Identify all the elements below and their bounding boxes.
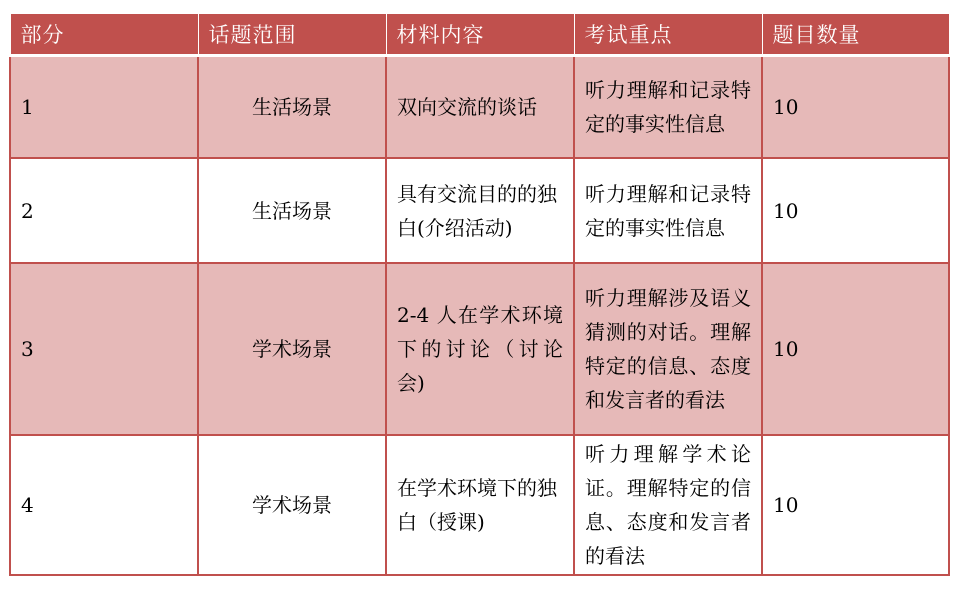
cell-topic: 学术场景 — [198, 435, 386, 575]
cell-count: 10 — [762, 435, 949, 575]
header-count: 题目数量 — [762, 14, 949, 56]
cell-material: 2-4 人在学术环境下的讨论（讨论会) — [386, 263, 574, 435]
cell-count: 10 — [762, 56, 949, 159]
cell-material: 双向交流的谈话 — [386, 56, 574, 159]
cell-part: 2 — [10, 158, 198, 263]
cell-topic: 学术场景 — [198, 263, 386, 435]
header-topic: 话题范围 — [198, 14, 386, 56]
cell-focus: 听力理解和记录特定的事实性信息 — [574, 158, 762, 263]
table-row — [10, 56, 949, 159]
cell-part: 1 — [10, 56, 198, 159]
table-row — [10, 435, 949, 575]
cell-part: 4 — [10, 435, 198, 575]
cell-material: 在学术环境下的独白（授课) — [386, 435, 574, 575]
header-material: 材料内容 — [386, 14, 574, 56]
exam-structure-table — [9, 14, 950, 576]
table-row — [10, 263, 949, 435]
cell-part: 3 — [10, 263, 198, 435]
cell-focus: 听力理解涉及语义猜测的对话。理解特定的信息、态度和发言者的看法 — [574, 263, 762, 435]
table-row — [10, 158, 949, 263]
cell-topic: 生活场景 — [198, 158, 386, 263]
cell-focus: 听力理解学术论证。理解特定的信息、态度和发言者的看法 — [574, 435, 762, 575]
cell-count: 10 — [762, 263, 949, 435]
cell-topic: 生活场景 — [198, 56, 386, 159]
header-part: 部分 — [10, 14, 198, 56]
cell-focus: 听力理解和记录特定的事实性信息 — [574, 56, 762, 159]
table-header-row — [10, 14, 949, 56]
cell-material: 具有交流目的的独白(介绍活动) — [386, 158, 574, 263]
cell-count: 10 — [762, 158, 949, 263]
header-focus: 考试重点 — [574, 14, 762, 56]
